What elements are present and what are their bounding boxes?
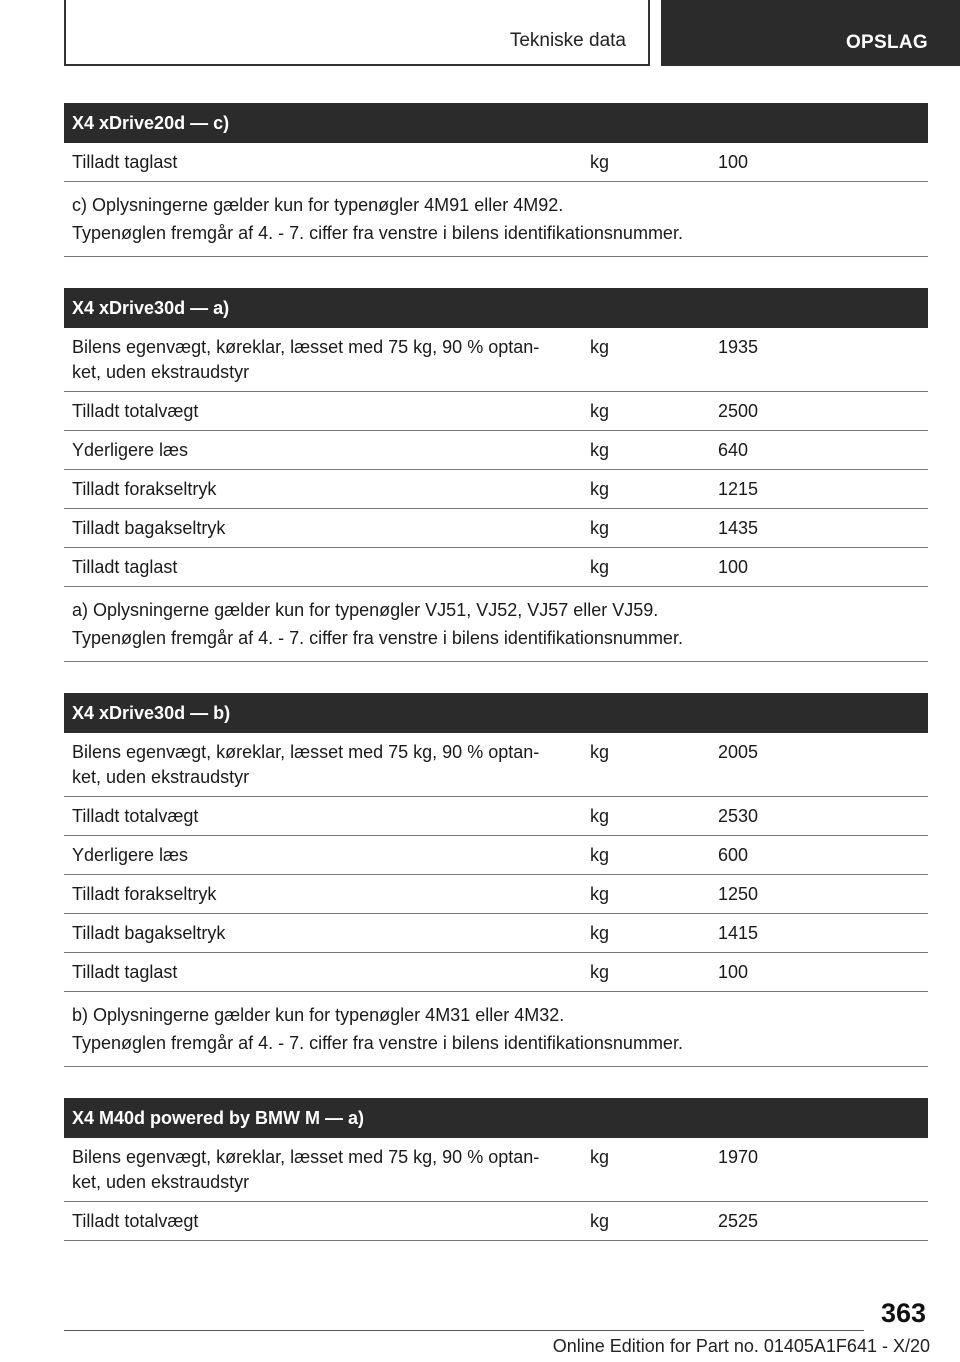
table-row	[64, 431, 928, 470]
row-value: 1250	[718, 884, 759, 904]
row-label: Tilladt taglast	[72, 152, 178, 172]
spec-table	[64, 288, 928, 662]
row-label: Bilens egenvægt, køreklar, læsset med 75 kg, 90 % optan-ket, uden ekstraudstyr	[72, 742, 540, 787]
table-footnote	[64, 992, 928, 1067]
row-value: 1970	[718, 1147, 759, 1167]
row-unit: kg	[590, 884, 610, 904]
table-title: X4 M40d powered by BMW M — a)	[64, 1098, 928, 1138]
spec-tables	[64, 103, 928, 1272]
table-row	[64, 797, 928, 836]
table-row	[64, 548, 928, 587]
row-unit: kg	[590, 806, 610, 826]
row-label: Bilens egenvægt, køreklar, læsset med 75 kg, 90 % optan-ket, uden ekstraudstyr	[72, 337, 540, 382]
row-unit: kg	[590, 337, 610, 357]
table-title: X4 xDrive30d — b)	[64, 693, 928, 733]
table-footnote	[64, 182, 928, 257]
row-unit: kg	[590, 962, 610, 982]
spec-table	[64, 693, 928, 1067]
row-value: 1435	[718, 518, 759, 538]
row-unit: kg	[590, 479, 610, 499]
footnote-line: a) Oplysningerne gælder kun for typenøgler VJ51, VJ52, VJ57 eller VJ59.	[72, 600, 659, 620]
table-title: X4 xDrive20d — c)	[64, 103, 928, 143]
row-label: Tilladt taglast	[72, 557, 178, 577]
table-row	[64, 914, 928, 953]
row-value: 100	[718, 557, 749, 577]
table-row	[64, 392, 928, 431]
row-unit: kg	[590, 401, 610, 421]
row-unit: kg	[590, 557, 610, 577]
table-row	[64, 509, 928, 548]
row-label: Yderligere læs	[72, 845, 189, 865]
footnote-line: Typenøglen fremgår af 4. - 7. ciffer fra venstre i bilens identifikationsnummer.	[72, 223, 683, 243]
spec-table	[64, 103, 928, 257]
footnote-line: c) Oplysningerne gælder kun for typenøgler 4M91 eller 4M92.	[72, 195, 564, 215]
row-label: Tilladt taglast	[72, 962, 178, 982]
row-value: 1415	[718, 923, 759, 943]
chapter-tab-label: OPSLAG	[845, 32, 928, 53]
section-title: Tekniske data	[509, 30, 626, 51]
chapter-tab[interactable]	[661, 0, 960, 66]
spec-table	[64, 1098, 928, 1241]
row-value: 640	[718, 440, 749, 460]
footer-edition-text: Online Edition for Part no. 01405A1F641 - X/20	[552, 1336, 930, 1356]
footnote-line: Typenøglen fremgår af 4. - 7. ciffer fra venstre i bilens identifikationsnummer.	[72, 628, 683, 648]
row-label: Tilladt forakseltryk	[72, 884, 217, 904]
row-label: Tilladt totalvægt	[72, 806, 199, 826]
table-footnote	[64, 587, 928, 662]
footer-divider	[64, 1330, 864, 1331]
table-row	[64, 328, 928, 392]
row-label: Yderligere læs	[72, 440, 189, 460]
row-value: 600	[718, 845, 749, 865]
row-label: Tilladt bagakseltryk	[72, 923, 226, 943]
row-value: 1935	[718, 337, 759, 357]
row-value: 100	[718, 962, 749, 982]
table-row	[64, 1202, 928, 1241]
footnote-line: Typenøglen fremgår af 4. - 7. ciffer fra venstre i bilens identifikationsnummer.	[72, 1033, 683, 1053]
row-unit: kg	[590, 923, 610, 943]
footnote-line: b) Oplysningerne gælder kun for typenøgler 4M31 eller 4M32.	[72, 1005, 565, 1025]
row-unit: kg	[590, 440, 610, 460]
page-number: 363	[880, 1298, 926, 1328]
table-row	[64, 733, 928, 797]
table-row	[64, 1138, 928, 1202]
row-label: Bilens egenvægt, køreklar, læsset med 75 kg, 90 % optan-ket, uden ekstraudstyr	[72, 1147, 540, 1192]
row-unit: kg	[590, 845, 610, 865]
table-row	[64, 143, 928, 182]
row-value: 1215	[718, 479, 759, 499]
table-title: X4 xDrive30d — a)	[64, 288, 928, 328]
row-value: 100	[718, 152, 749, 172]
row-unit: kg	[590, 1147, 610, 1167]
row-value: 2530	[718, 806, 759, 826]
row-label: Tilladt totalvægt	[72, 401, 199, 421]
table-row	[64, 875, 928, 914]
row-label: Tilladt forakseltryk	[72, 479, 217, 499]
header-section-box	[64, 0, 650, 66]
row-label: Tilladt totalvægt	[72, 1211, 199, 1231]
table-row	[64, 836, 928, 875]
row-label: Tilladt bagakseltryk	[72, 518, 226, 538]
table-row	[64, 470, 928, 509]
table-row	[64, 953, 928, 992]
row-unit: kg	[590, 518, 610, 538]
row-unit: kg	[590, 152, 610, 172]
row-value: 2525	[718, 1211, 759, 1231]
row-value: 2005	[718, 742, 759, 762]
row-value: 2500	[718, 401, 759, 421]
row-unit: kg	[590, 742, 610, 762]
row-unit: kg	[590, 1211, 610, 1231]
